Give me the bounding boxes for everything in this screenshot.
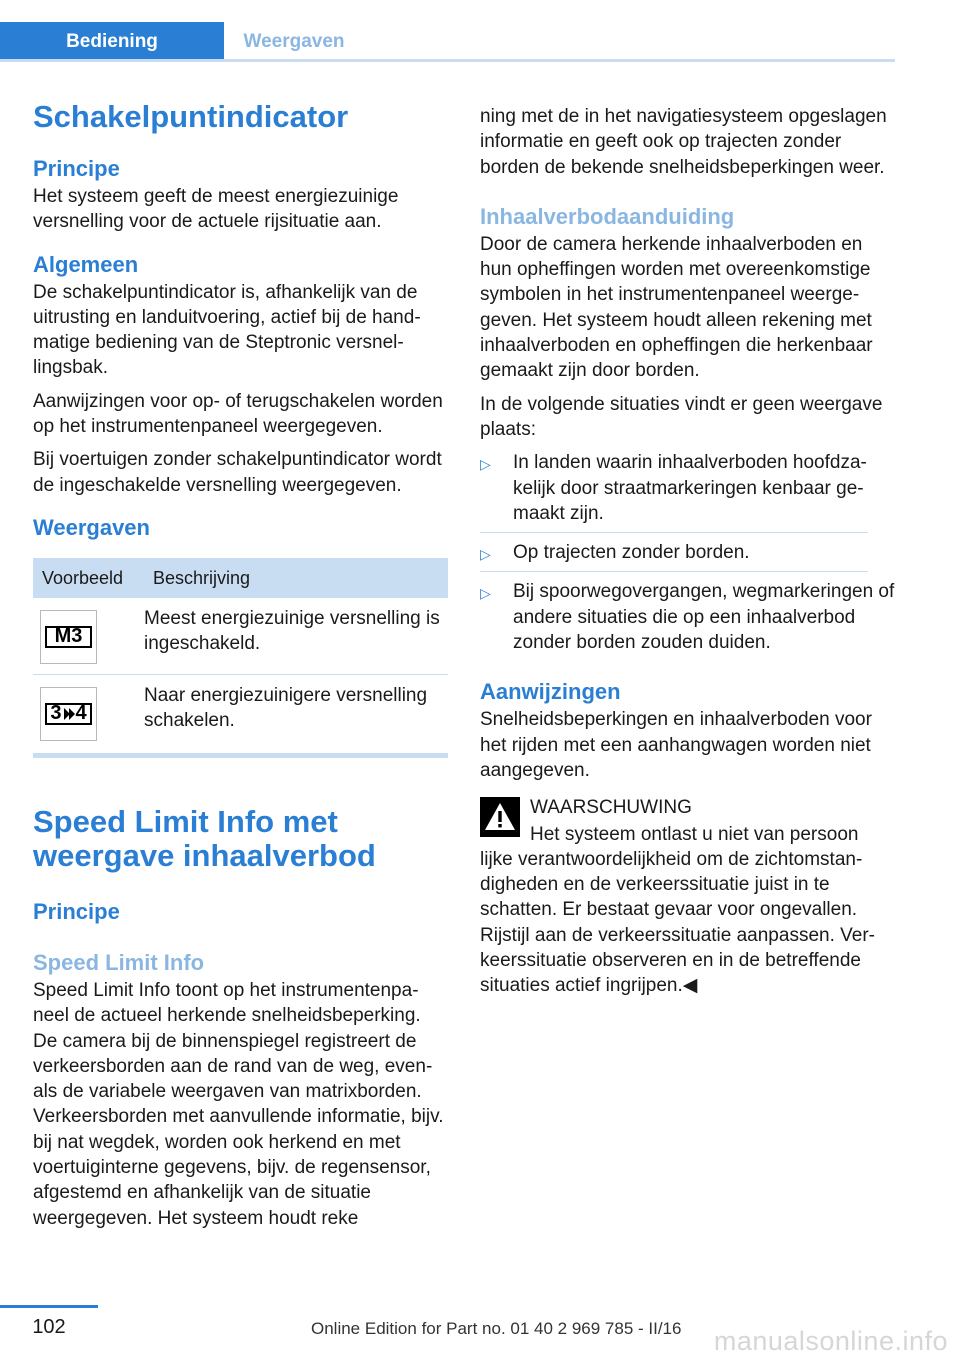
table-header bbox=[33, 558, 448, 598]
warning-first-line: Het systeem ontlast u niet van persoon bbox=[530, 823, 859, 845]
inhaalverbod-text: Door de camera herkende inhaalverboden en hun opheffingen worden met overeenkomstige symbolen in het instrumentenpaneel weergegeven. Het systeem houdt alleen rekening met inhaalverboden en opheffingen die herkenbaar gemaakt zijn door borden. bbox=[480, 233, 873, 382]
section-title-speed-limit-info: Speed Limit Info met weergave inhaalverbod bbox=[33, 803, 376, 873]
heading-algemeen: Algemeen bbox=[33, 251, 139, 277]
list-item bbox=[480, 540, 896, 565]
gear-from-label: 3 bbox=[50, 702, 62, 725]
list-item bbox=[480, 450, 896, 526]
algemeen-paragraph-2: Aanwijzingen voor op- of terugschakelen worden op het instrumentenpaneel weergegeven. bbox=[33, 390, 443, 438]
watermark-text: manualsonline.info bbox=[713, 1326, 948, 1356]
table-cell-example bbox=[33, 598, 144, 674]
table-cell-example bbox=[33, 675, 144, 751]
gear-m3-label: M3 bbox=[45, 626, 92, 648]
weergaven-table bbox=[33, 558, 448, 758]
principe-text: Het systeem geeft de meest energiezuinige versnelling voor de actuele rijsituatie aan. bbox=[33, 186, 399, 233]
heading-inhaalverbodaanduiding: Inhaalverbodaanduiding bbox=[480, 203, 735, 229]
bullet-triangle-icon: ▷ bbox=[480, 546, 491, 563]
gear-to-label: 4 bbox=[75, 702, 87, 725]
list-separator-wrap bbox=[480, 532, 896, 533]
edition-text: Online Edition for Part no. 01 40 2 969 785 - II/16 bbox=[311, 1319, 682, 1338]
shift-arrow-icon bbox=[62, 707, 76, 721]
gear-shift-label bbox=[45, 703, 92, 725]
right-column bbox=[480, 104, 896, 999]
gear-m3-icon bbox=[40, 610, 97, 664]
list-item-text: Op trajecten zonder borden. bbox=[513, 542, 750, 564]
list-separator-wrap bbox=[480, 571, 896, 572]
table-cell-description: Naar energiezuinigere versnelling schakelen. bbox=[144, 684, 428, 732]
continued-text: ning met de in het navigatiesysteem opgeslagen informatie en geeft ook op trajecten zonder borden de bekende snelheidsbeperkingen weer. bbox=[480, 106, 887, 178]
table-row bbox=[33, 598, 448, 674]
warning-block bbox=[480, 795, 896, 998]
situaties-list bbox=[480, 450, 896, 655]
left-column bbox=[33, 100, 448, 1231]
aanwijzingen-text: Snelheidsbeperkingen en inhaalverboden voor het rijden met een aanhangwagen worden niet aangegeven. bbox=[480, 709, 872, 781]
heading-principe-2: Principe bbox=[33, 898, 120, 924]
warning-text: lijke verantwoordelijkheid om de zichtomstandigheden en de verkeerssituatie juist in te schatten. Er bestaat gevaar voor ongevallen. Rijstijl aan de verkeerssituatie aanpassen. Verkeerssituatie observeren en in de betreffende situaties actief ingrijpen.◀ bbox=[480, 848, 875, 997]
warning-title: WAARSCHUWING bbox=[530, 797, 692, 819]
warning-triangle-icon bbox=[480, 797, 520, 837]
section-title-schakelpuntindicator: Schakelpuntindicator bbox=[33, 99, 349, 134]
table-end-rule bbox=[33, 753, 448, 758]
heading-speed-limit-info: Speed Limit Info bbox=[33, 949, 205, 975]
page-number: 102 bbox=[32, 1316, 66, 1338]
situaties-text: In de volgende situaties vindt er geen weergave plaats: bbox=[480, 393, 883, 440]
gear-3-to-4-icon bbox=[40, 687, 97, 741]
table-cell-description: Meest energiezuinige versnelling is ingeschakeld. bbox=[144, 607, 440, 655]
list-item bbox=[480, 579, 896, 655]
tab-bediening[interactable]: Bediening bbox=[0, 22, 224, 62]
list-item-text: Bij spoorwegovergangen, wegmarkeringen of andere situaties die op een inhaalverbod zonder borden zouden duiden. bbox=[513, 581, 895, 654]
list-separator bbox=[480, 532, 868, 533]
list-separator bbox=[480, 571, 868, 572]
speed-limit-info-text: Speed Limit Info toont op het instrumentenpaneel de actueel herkende snelheidsbeperking. De camera bij de binnenspiegel registreert de verkeersborden aan de rand van de weg, evenals de variabele weergaven van matrixborden. Verkeersborden met aanvullende informatie, bijv. bij nat wegdek, worden ook herkend en met voertuiginterne gegevens, bijv. de regensensor, afgestemd en afhankelijk van de situatie weergegeven. Het systeem houdt reke bbox=[33, 979, 444, 1229]
list-item-text: In landen waarin inhaalverboden hoofdzakelijk door straatmarkeringen kenbaar gemaakt zijn. bbox=[513, 452, 867, 524]
table-header-beschrijving: Beschrijving bbox=[153, 567, 251, 588]
bullet-triangle-icon: ▷ bbox=[480, 456, 491, 473]
header-rule bbox=[0, 59, 895, 62]
table-header-voorbeeld: Voorbeeld bbox=[42, 567, 124, 588]
section-tabs bbox=[0, 22, 895, 62]
heading-weergaven: Weergaven bbox=[33, 514, 150, 540]
algemeen-paragraph-1: De schakelpuntindicator is, afhankelijk van de uitrusting en landuitvoering, actief bij de handmatige bediening van de Steptronic versnellingsbak. bbox=[33, 281, 421, 379]
tab-weergaven[interactable]: Weergaven bbox=[243, 31, 345, 52]
algemeen-paragraph-3: Bij voertuigen zonder schakelpuntindicator wordt de ingeschakelde versnelling weergegeven. bbox=[33, 449, 442, 496]
heading-principe: Principe bbox=[33, 156, 120, 181]
footer-rule bbox=[0, 1305, 98, 1308]
table-row bbox=[33, 675, 448, 751]
heading-aanwijzingen: Aanwijzingen bbox=[480, 679, 621, 705]
bullet-triangle-icon: ▷ bbox=[480, 585, 491, 602]
